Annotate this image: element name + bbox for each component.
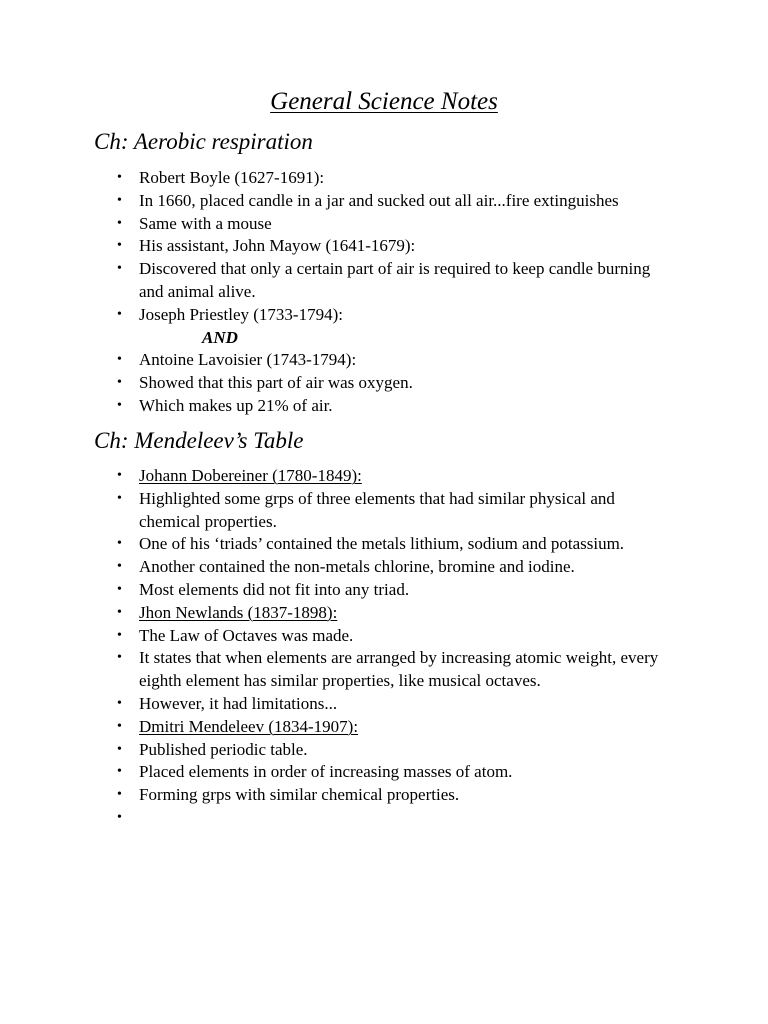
bullet-icon: • bbox=[117, 650, 122, 666]
list-item-text: Most elements did not fit into any triad. bbox=[139, 579, 410, 599]
list-item bbox=[0, 349, 679, 372]
list-item bbox=[0, 693, 679, 716]
list-item-text: It states that when elements are arranged by increasing atomic weight, every eighth element has similar properties, like musical octaves. bbox=[139, 648, 659, 691]
list-item-text: Published periodic table. bbox=[139, 739, 308, 759]
list-item bbox=[0, 647, 659, 693]
list-item bbox=[0, 625, 679, 648]
list-item-text: Forming grps with similar chemical properties. bbox=[139, 785, 460, 805]
bullet-icon: • bbox=[117, 581, 122, 597]
bullet-icon: • bbox=[117, 375, 122, 391]
list-item bbox=[0, 258, 659, 304]
list-item bbox=[0, 190, 679, 213]
bullet-icon: • bbox=[117, 764, 122, 780]
list-item-text: Robert Boyle (1627-1691): bbox=[139, 168, 325, 187]
bullet-list-mendeleev-table bbox=[0, 465, 679, 830]
list-item-empty bbox=[0, 807, 679, 830]
bullet-list-aerobic-respiration bbox=[0, 167, 742, 418]
list-item bbox=[0, 602, 679, 625]
bullet-icon: • bbox=[117, 695, 122, 711]
list-item-text: Placed elements in order of increasing masses of atom. bbox=[139, 762, 513, 782]
bullet-icon: • bbox=[117, 536, 122, 552]
list-item bbox=[0, 556, 679, 579]
bullet-icon: • bbox=[117, 215, 122, 231]
scientist-heading: Johann Dobereiner (1780-1849): bbox=[139, 466, 362, 485]
list-item bbox=[0, 784, 679, 807]
list-item-text: Joseph Priestley (1733-1794): bbox=[139, 304, 343, 324]
list-item-text: Antoine Lavoisier (1743-1794): bbox=[139, 350, 357, 370]
page-title: General Science Notes bbox=[270, 88, 498, 115]
bullet-icon: • bbox=[117, 559, 122, 575]
list-item bbox=[0, 304, 679, 327]
list-item bbox=[0, 739, 679, 762]
list-item-text: Highlighted some grps of three elements that had similar physical and chemical properties. bbox=[139, 488, 615, 531]
chapter-heading-mendeleev-table: Ch: Mendeleev’s Table bbox=[94, 428, 304, 453]
bullet-icon: • bbox=[117, 741, 122, 757]
bullet-icon: • bbox=[117, 604, 122, 620]
list-item bbox=[0, 395, 679, 418]
list-item bbox=[0, 579, 679, 602]
list-item-text: Which makes up 21% of air. bbox=[139, 395, 333, 415]
bullet-icon: • bbox=[117, 490, 122, 506]
list-item-text: However, it had limitations... bbox=[139, 693, 338, 713]
list-item bbox=[0, 235, 679, 258]
list-item bbox=[0, 372, 679, 395]
bullet-icon: • bbox=[117, 468, 122, 483]
bullet-icon: • bbox=[117, 809, 122, 825]
list-item bbox=[0, 716, 679, 739]
list-item bbox=[0, 488, 659, 534]
list-item-text: Same with a mouse bbox=[139, 213, 272, 233]
list-item bbox=[0, 533, 679, 556]
list-item-text: Discovered that only a certain part of air is required to keep candle burning and animal alive. bbox=[139, 259, 651, 301]
bullet-icon: • bbox=[117, 306, 122, 322]
list-item-text: Showed that this part of air was oxygen. bbox=[139, 373, 413, 393]
list-item bbox=[0, 213, 679, 236]
list-item-text: The Law of Octaves was made. bbox=[139, 625, 354, 645]
list-item-text: His assistant, John Mayow (1641-1679): bbox=[139, 236, 416, 256]
list-item bbox=[0, 465, 679, 488]
list-item-text: Another contained the non-metals chlorine, bromine and iodine. bbox=[139, 557, 575, 577]
bullet-icon: • bbox=[117, 192, 122, 208]
bullet-icon: • bbox=[117, 718, 122, 734]
bullet-icon: • bbox=[117, 787, 122, 803]
connector-text: AND bbox=[202, 327, 238, 347]
bullet-icon: • bbox=[117, 238, 122, 254]
chapter-heading-aerobic-respiration: Ch: Aerobic respiration bbox=[94, 129, 313, 154]
bullet-icon: • bbox=[117, 627, 122, 643]
list-item-text: In 1660, placed candle in a jar and sucked out all air...fire extinguishes bbox=[139, 190, 619, 210]
scientist-heading: Dmitri Mendeleev (1834-1907): bbox=[139, 716, 359, 736]
list-item bbox=[0, 761, 679, 784]
bullet-icon: • bbox=[117, 397, 122, 413]
scientist-heading: Jhon Newlands (1837-1898): bbox=[139, 602, 338, 622]
bullet-icon: • bbox=[117, 170, 122, 185]
bullet-icon: • bbox=[117, 261, 122, 277]
list-item-text: One of his ‘triads’ contained the metals lithium, sodium and potassium. bbox=[139, 534, 625, 554]
bullet-icon: • bbox=[117, 352, 122, 368]
list-item bbox=[0, 167, 679, 190]
